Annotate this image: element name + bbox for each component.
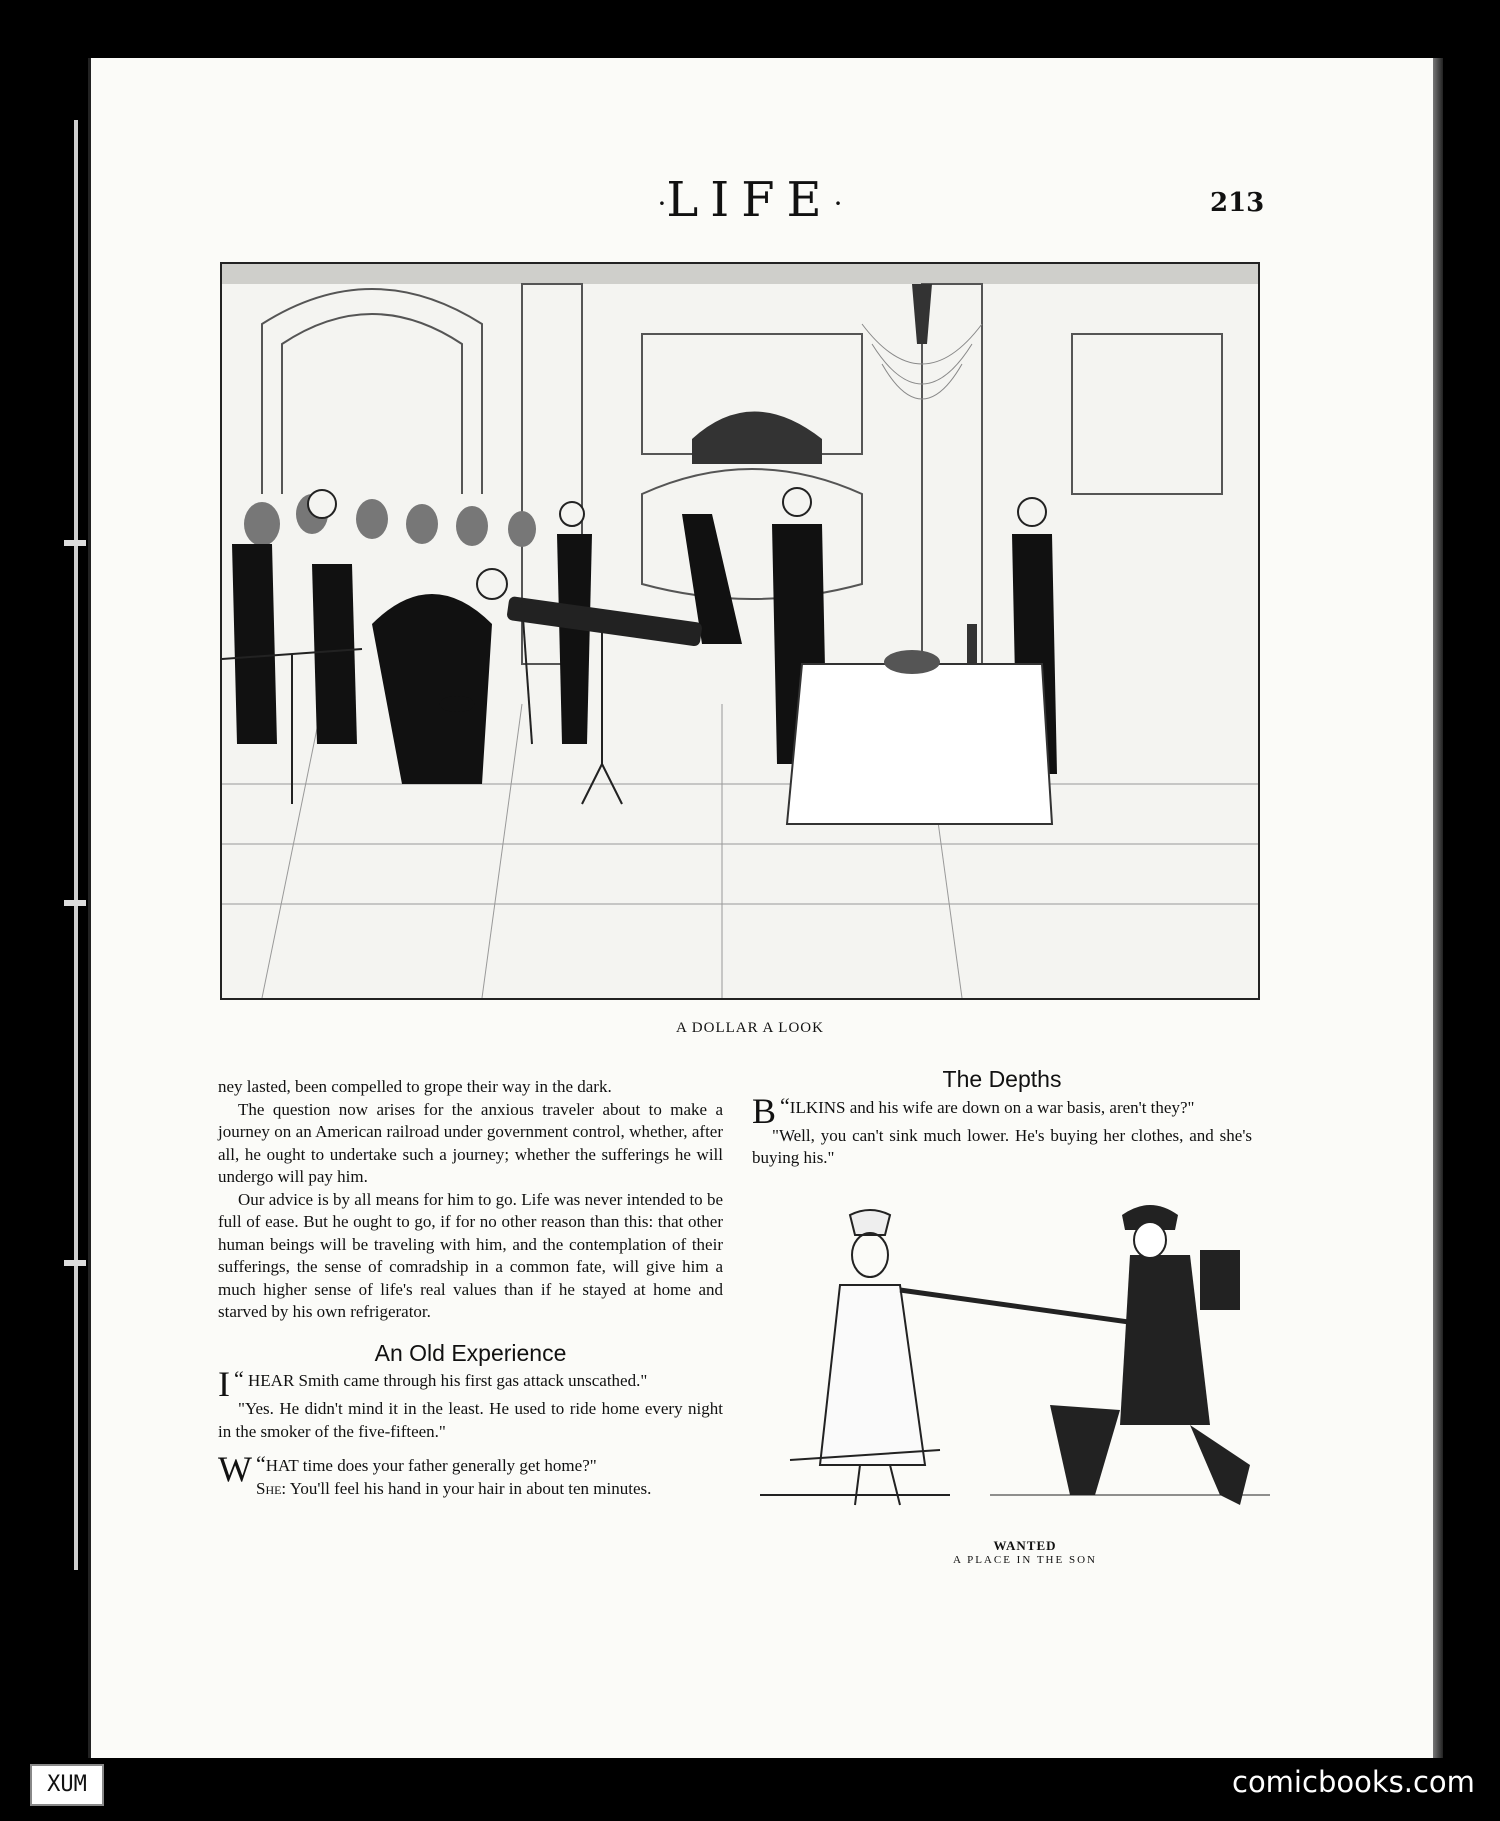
magazine-title: ·LIFE· <box>657 172 843 228</box>
joke-text: HEAR Smith came through his first gas attack unscathed." <box>243 1371 648 1390</box>
section-title-depths: The Depths <box>942 1066 1062 1092</box>
paragraph: The question now arises for the anxious traveler about to make a journey on an American railroad under government control, whether, after all, he ought to undertake such a journey; whether the sufferings he will undergo will pay him. <box>218 1099 723 1186</box>
soldier-drawing <box>750 1195 1310 1525</box>
book-spine <box>0 0 88 1821</box>
binding-mark <box>64 540 86 546</box>
masthead: LIFE <box>666 172 834 228</box>
wanted-caption-title: WANTED <box>993 1538 1057 1553</box>
site-watermark: comicbooks.com <box>1232 1765 1475 1799</box>
binding-mark <box>64 900 86 906</box>
main-cartoon-caption: A DOLLAR A LOOK <box>676 1020 824 1036</box>
speaker-label: She: <box>255 1478 287 1498</box>
wanted-caption-subtitle: A PLACE IN THE SON <box>953 1554 1097 1566</box>
wanted-cartoon-illustration <box>750 1195 1310 1575</box>
spine-edge <box>74 120 78 1570</box>
main-cartoon-illustration <box>220 262 1260 1000</box>
drop-cap: W <box>218 1449 252 1489</box>
joke-paragraph: “ I HEAR Smith came through his first gas attack unscathed." <box>218 1364 648 1404</box>
joke-paragraph: "Well, you can't sink much lower. He's buying her clothes, and she's buying his." <box>752 1125 1252 1167</box>
joke-paragraph: "Yes. He didn't mind it in the least. He used to ride home every night in the smoker of the five-fifteen." <box>218 1399 723 1441</box>
binding-mark <box>64 1260 86 1266</box>
joke-paragraph: “ B ILKINS and his wife are down on a war basis, aren't they?" <box>752 1090 1195 1131</box>
scan-stamp: XUM <box>30 1764 104 1806</box>
joke-text: ILKINS and his wife are down on a war basis, aren't they?" <box>789 1097 1195 1117</box>
left-column <box>218 1076 723 1500</box>
joke-text: You'll feel his hand in your hair in about ten minutes. <box>286 1478 652 1498</box>
paragraph: ney lasted, been compelled to grope their way in the dark. <box>218 1077 612 1096</box>
right-column <box>752 1064 1252 1170</box>
page-edge <box>1433 58 1443 1758</box>
joke-paragraph: “ W HAT time does your father generally get home?" She: You'll feel his hand in your hair in about ten minutes. <box>218 1449 652 1498</box>
drop-cap: B <box>752 1090 777 1131</box>
section-title-old-experience: An Old Experience <box>374 1339 567 1366</box>
drop-cap: I <box>218 1364 230 1404</box>
paragraph: Our advice is by all means for him to go. Life was never intended to be full of ease. But he ought to go, if for no other reason than this: that other human beings will be traveling with him, and the contemplation of their sufferings, the sense of comradship in a common fate, will give him a much higher sense of life's real values than if he stayed at home and starved by his own refrigerator. <box>218 1189 723 1321</box>
page-number: 213 <box>1210 188 1265 218</box>
wanted-caption <box>745 1538 1305 1566</box>
ballroom-drawing <box>222 264 1258 998</box>
joke-text: HAT time does your father generally get home?" <box>265 1456 597 1475</box>
